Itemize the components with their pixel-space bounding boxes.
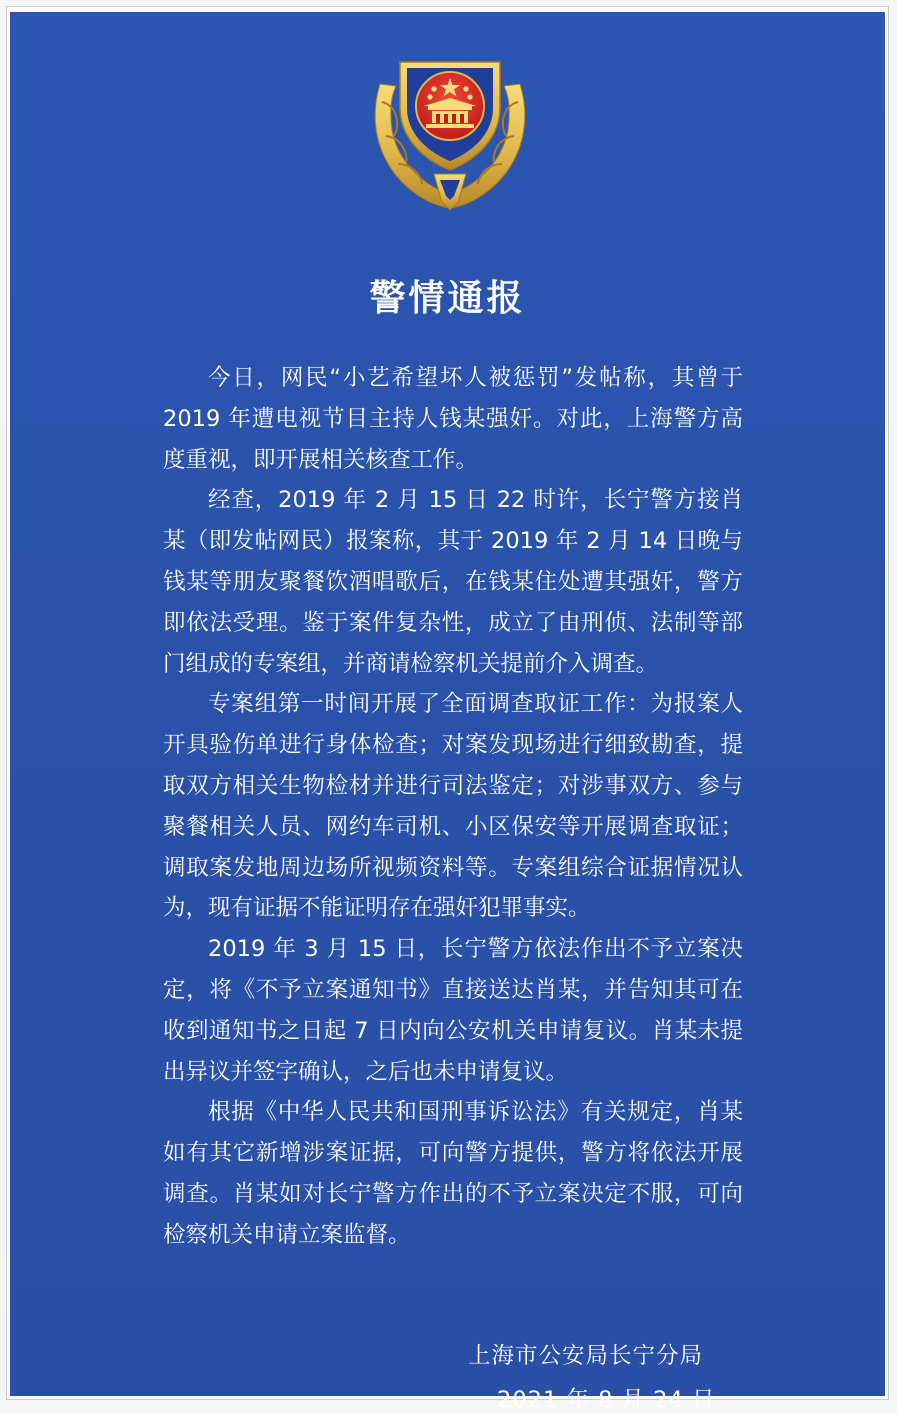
notice-date: 2021 年 8 月 24 日 xyxy=(497,1387,716,1413)
paragraph-1: 今日，网民“小艺希望坏人被惩罚”发帖称，其曾于 2019 年遭电视节目主持人钱某强奸。对此，上海警方高度重视，即开展相关核查工作。 xyxy=(163,365,743,473)
paragraph-4: 2019 年 3 月 15 日，长宁警方依法作出不予立案决定，将《不予立案通知书》直接送达肖某，并告知其可在收到通知书之日起 7 日内向公安机关申请复议。肖某未提出异议并签字确认，之后也未申请复议。 xyxy=(163,936,743,1085)
paragraph-2: 经查，2019 年 2 月 15 日 22 时许，长宁警方接肖某（即发帖网民）报案称，其于 2019 年 2 月 14 日晚与钱某等朋友聚餐饮酒唱歌后，在钱某住处遭其强奸，警方即依法受理。鉴于案件复杂性，成立了由刑侦、法制等部门组成的专案组，并商请检察机关提前介入调查。 xyxy=(163,487,743,677)
police-badge-icon xyxy=(362,34,538,224)
paragraph-3: 专案组第一时间开展了全面调查取证工作：为报案人开具验伤单进行身体检查；对案发现场进行细致勘查，提取双方相关生物检材并进行司法鉴定；对涉事双方、参与聚餐相关人员、网约车司机、小区保安等开展调查取证；调取案发地周边场所视频资料等。专案组综合证据情况认为，现有证据不能证明存在强奸犯罪事实。 xyxy=(163,691,743,922)
notice-title: 警情通报 xyxy=(369,278,526,319)
police-notice-panel xyxy=(10,12,885,1413)
paragraph-5: 根据《中华人民共和国刑事诉讼法》有关规定，肖某如有其它新增涉案证据，可向警方提供，警方将依法开展调查。肖某如对长宁警方作出的不予立案决定不服，可向检察机关申请立案监督。 xyxy=(163,1099,743,1248)
notice-body xyxy=(163,358,743,1256)
issuing-authority: 上海市公安局长宁分局 xyxy=(468,1343,704,1369)
